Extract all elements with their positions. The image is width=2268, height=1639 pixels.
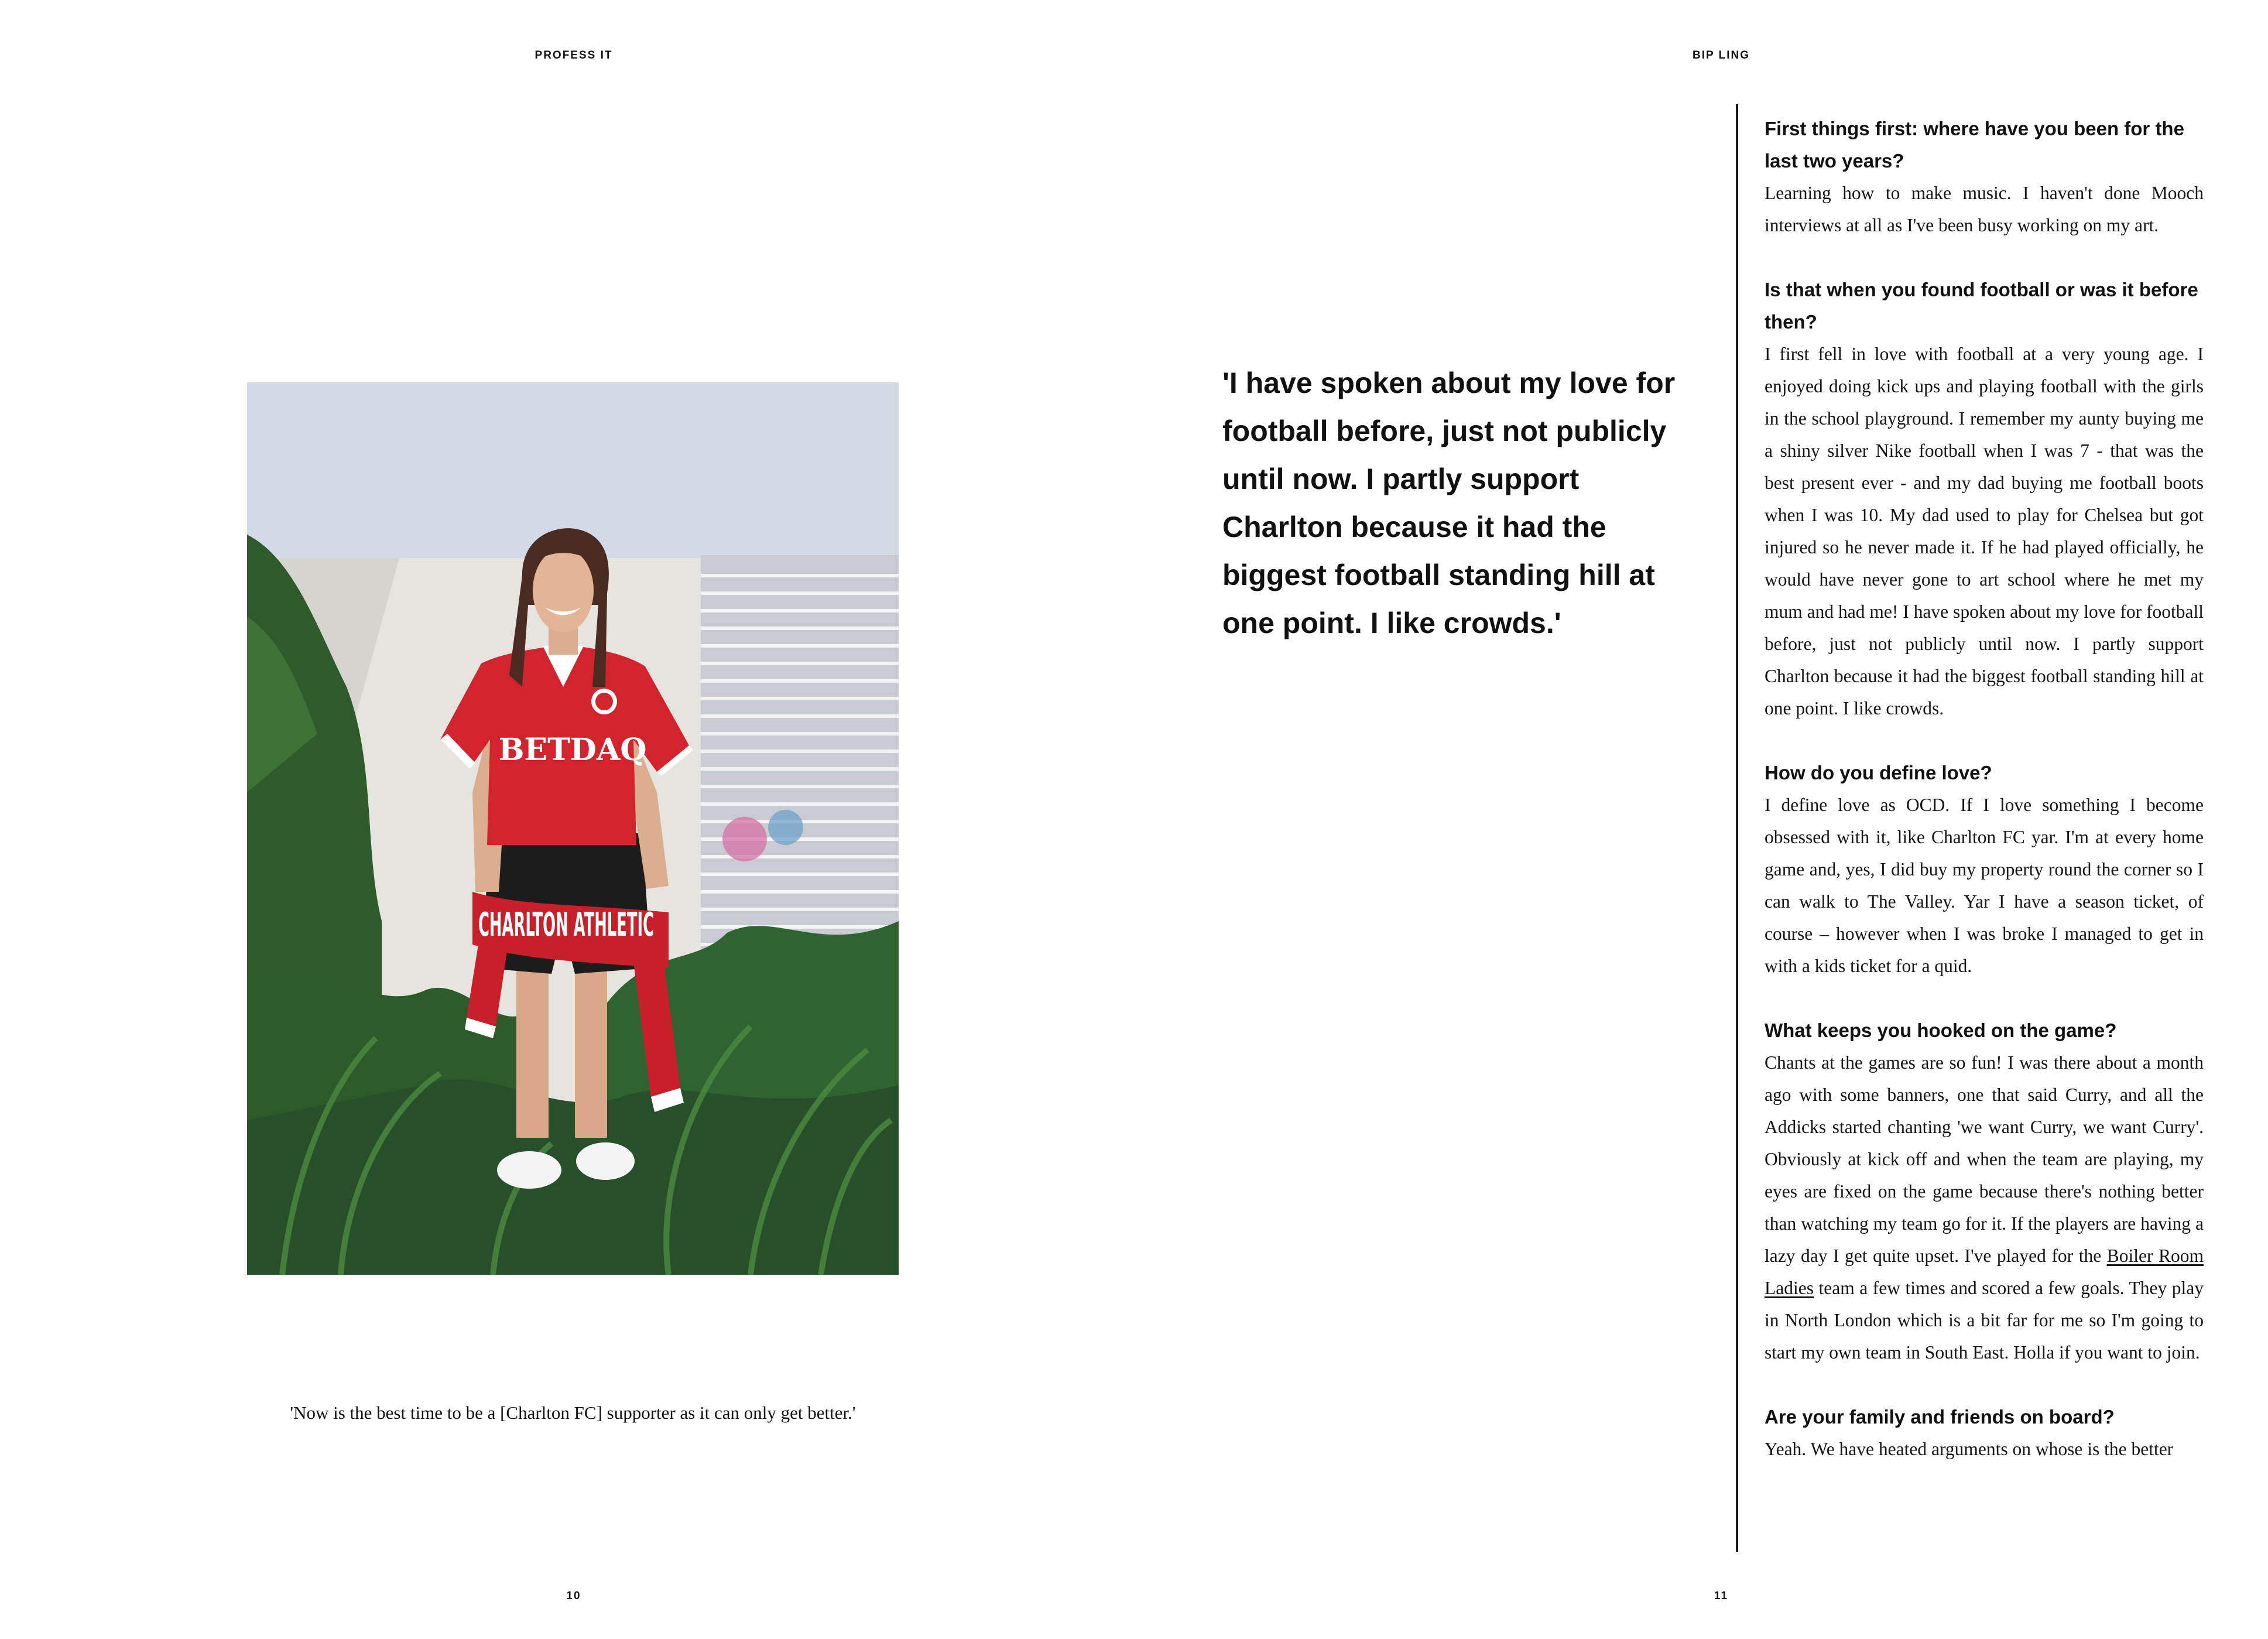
interview-question: First things first: where have you been for the last two years? (1765, 118, 2184, 172)
interview-column (1765, 112, 2204, 1497)
qa-block (1765, 757, 2204, 982)
qa-block (1765, 1401, 2204, 1465)
interview-answer: Learning how to make music. I haven't done Mooch interviews at all as I've been busy working on my art. (1765, 183, 2204, 235)
interview-answer: I define love as OCD. If I love something I become obsessed with it, like Charlton FC yar. I'm at every home game and, yes, I did buy my property round the corner so I can walk to The Valley. Yar I have a season ticket, of course – however when I was broke I managed to get in with a kids ticket for a quid. (1765, 795, 2204, 976)
running-head-right: BIP LING (1693, 49, 1750, 61)
pull-quote: 'I have spoken about my love for football before, just not publicly until now. I partly support Charlton because it had the biggest football standing hill at one point. I like crowds.' (1222, 367, 1676, 639)
interview-answer (1765, 1046, 2204, 1368)
interview-question: Is that when you found football or was it before then? (1765, 279, 2198, 333)
interview-answer: Yeah. We have heated arguments on whose is the better (1765, 1439, 2174, 1459)
scarf-text: CHARLTON ATHLETIC (478, 906, 654, 944)
qa-block (1765, 273, 2204, 724)
shirt-sponsor-text: BETDAQ (498, 732, 647, 768)
column-divider (1736, 104, 1738, 1552)
answer-text: Chants at the games are so fun! I was there about a month ago with some banners, one that said Curry, and all the Addicks started chanting 'we want Curry, we want Curry'. Obviously at kick off and when the team are playing, my eyes are fixed on the game because there's nothing better than watching my team go for it. If the players are having a lazy day I get quite upset. I've played for the (1765, 1052, 2204, 1266)
interview-question: How do you define love? (1765, 762, 1992, 783)
photo-caption: 'Now is the best time to be a [Charlton FC] supporter as it can only get better.' (290, 1402, 856, 1423)
qa-block (1765, 1014, 2204, 1368)
page-number-left: 10 (566, 1590, 581, 1602)
answer-text: team a few times and scored a few goals. They play in North London which is a bit far for me so I'm going to start my own team in South East. Holla if you want to join. (1765, 1278, 2204, 1363)
boiler-room-ladies-link[interactable]: Boiler Room Ladies (1765, 1245, 2204, 1298)
photo-charlton-supporter (247, 382, 899, 1275)
running-head-left: PROFESS IT (535, 49, 613, 61)
interview-question: Are your family and friends on board? (1765, 1406, 2115, 1428)
interview-answer: I first fell in love with football at a very young age. I enjoyed doing kick ups and playing football with the girls in the school playground. I remember my aunty buying me a shiny silver Nike football when I was 7 - that was the best present ever - and my dad buying me football boots when I was 10. My dad used to play for Chelsea but got injured so he never made it. If he had played officially, he would have never gone to art school where he met my mum and had me! I have spoken about my love for football before, just not publicly until now. I partly support Charlton because it had the biggest football standing hill at one point. I like crowds. (1765, 344, 2204, 718)
page-number-right: 11 (1714, 1590, 1729, 1602)
qa-block (1765, 112, 2204, 241)
interview-question: What keeps you hooked on the game? (1765, 1019, 2117, 1041)
